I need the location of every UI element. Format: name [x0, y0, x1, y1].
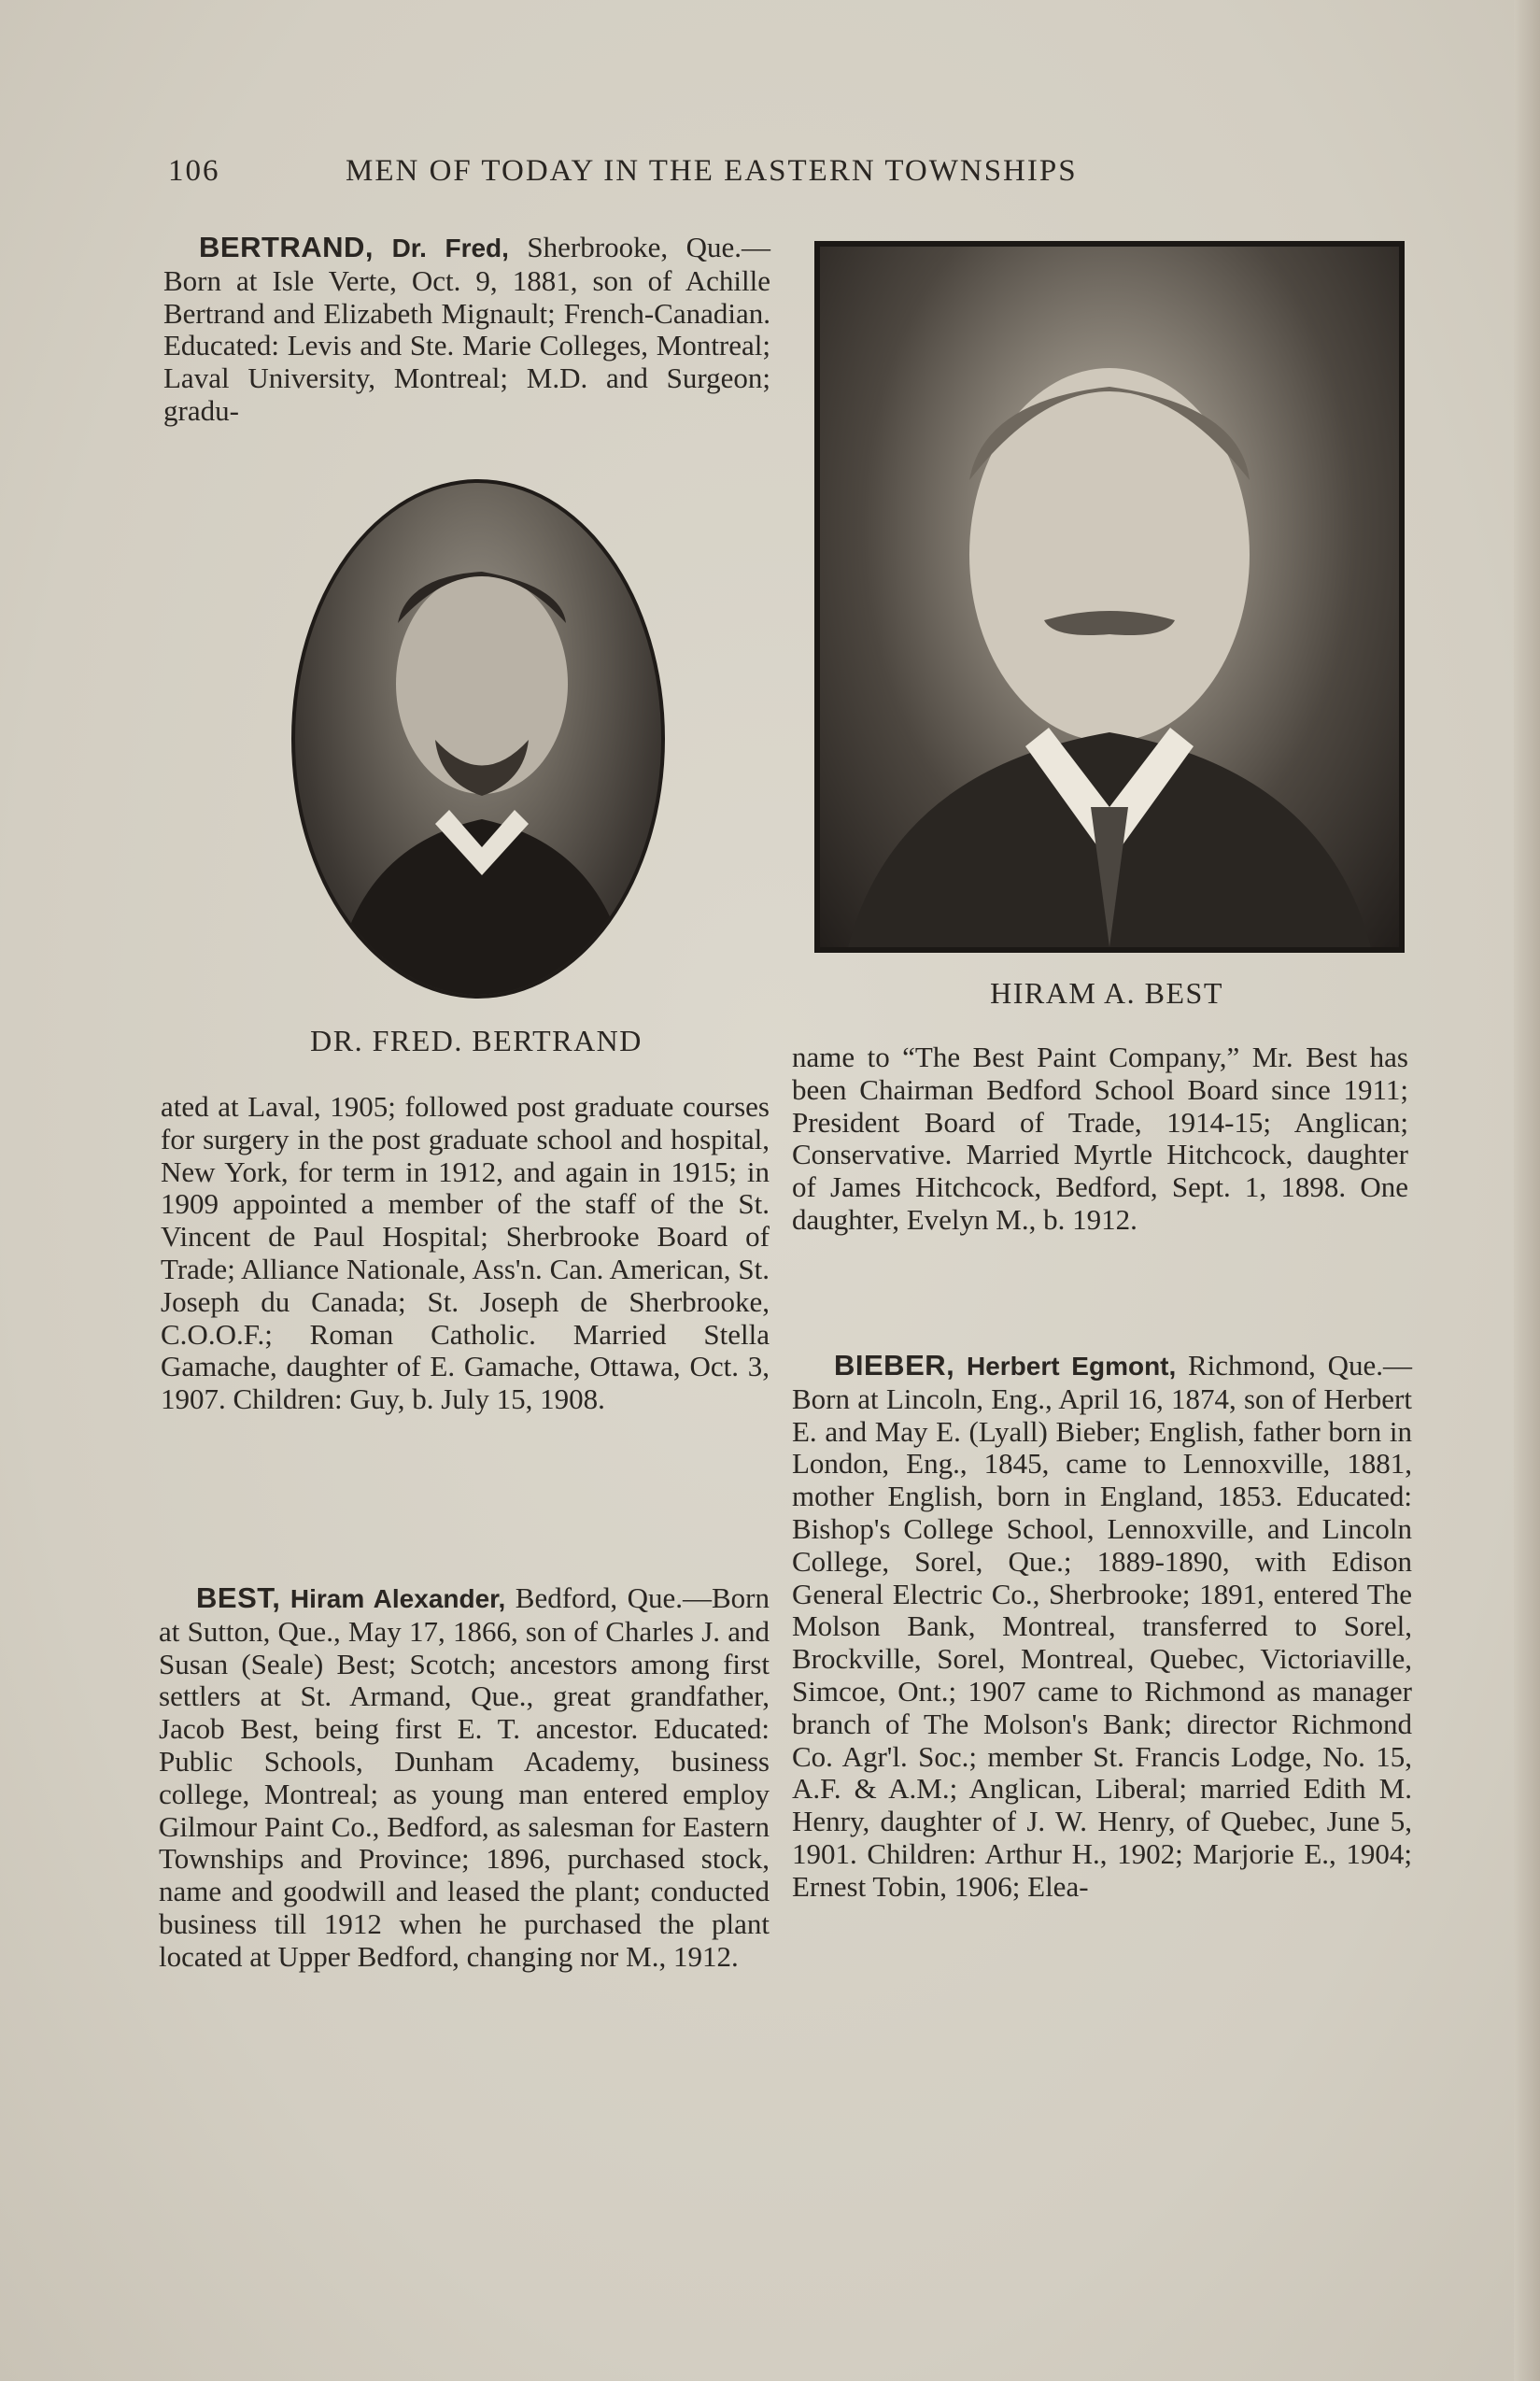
- best-portrait-photo: [814, 241, 1405, 953]
- entry-given-name: Herbert Egmont,: [966, 1352, 1177, 1381]
- entry-surname: BERTRAND,: [199, 231, 374, 263]
- portrait-silhouette: [295, 483, 661, 995]
- entry-given-name: Dr. Fred,: [391, 234, 509, 262]
- entry-surname: BEST,: [196, 1581, 281, 1614]
- portrait-silhouette: [820, 247, 1399, 947]
- entry-text: ated at Laval, 1905; followed post graduate courses for surgery in the post graduate school and hospital, New York, for term in 1912, and again in 1915; in 1909 appointed a member of the staff of the St. Vincent de Paul Hospital; Sherbrooke Board of Trade; Alliance Nationale, Ass'n. Can. American, St. Joseph du Canada; St. Joseph de Sherbrooke, C.O.O.F.; Roman Catholic. Married Stella Gamache, daughter of E. Gamache, Ottawa, Oct. 3, 1907. Children: Guy, b. July 15, 1908.: [161, 1090, 770, 1416]
- entry-text: name to “The Best Paint Company,” Mr. Best has been Chairman Bedford School Board since 1911; President Board of Trade, 1914-15; Anglican; Conservative. Married Myrtle Hitchcock, daughter of James Hitchcock, Bedford, Sept. 1, 1898. One daughter, Evelyn M., b. 1912.: [792, 1041, 1408, 1236]
- entry-text: Richmond, Que.—Born at Lincoln, Eng., April 16, 1874, son of Herbert E. and May E. (Lyall) Bieber; English, father born in London, Eng., 1845, came to Lennoxville, 1881, mother English, born in England, 1853. Educated: Bishop's College School, Lennoxville, and Lincoln College, Sorel, Que.; 1889-1890, with Edison General Electric Co., Sherbrooke; 1891, entered The Molson Bank, Montreal, transferred to Sorel, Brockville, Sorel, Montreal, Quebec, Victoriaville, Simcoe, Ont.; 1907 came to Richmond as manager branch of The Molson's Bank; director Richmond Co. Agr'l. Soc.; member St. Francis Lodge, No. 15, A.F. & A.M.; Anglican, Liberal; married Edith M. Henry, daughter of J. W. Henry, of Quebec, June 5, 1901. Children: Arthur H., 1902; Marjorie E., 1904; Ernest Tobin, 1906; Elea-: [792, 1349, 1413, 1903]
- bieber-entry: [792, 1350, 1412, 1904]
- best-caption: HIRAM A. BEST: [990, 976, 1223, 1010]
- best-entry-part2: [792, 1042, 1408, 1237]
- page-edge: [1514, 0, 1540, 2381]
- best-entry: [159, 1582, 770, 1974]
- entry-text: Bedford, Que.—Born at Sutton, Que., May 17, 1866, son of Charles J. and Susan (Seale) Best; Scotch; ancestors among first settlers at St. Armand, Que., great grandfather, Jacob Best, being first E. T. ancestor. Educated: Public Schools, Dunham Academy, business college, Montreal; as young man entered employ Gilmour Paint Co., Bedford, as salesman for Eastern Townships and Province; 1896, purchased stock, name and goodwill and leased the plant; conducted business till 1912 when he purchased the plant located at Upper Bedford, changing nor M., 1912.: [159, 1581, 770, 1973]
- entry-given-name: Hiram Alexander,: [290, 1584, 506, 1613]
- bertrand-entry-part2: [161, 1091, 770, 1416]
- bertrand-entry-part1: [163, 232, 770, 428]
- bertrand-portrait-photo: [291, 479, 665, 999]
- running-title: MEN OF TODAY IN THE EASTERN TOWNSHIPS: [346, 154, 1078, 188]
- bertrand-caption: DR. FRED. BERTRAND: [310, 1024, 643, 1057]
- entry-surname: BIEBER,: [834, 1349, 955, 1382]
- page-number: 106: [168, 154, 220, 188]
- running-header: [168, 154, 1242, 189]
- entry-text: Sherbrooke, Que.—Born at Isle Verte, Oct. 9, 1881, son of Achille Bertrand and Elizabeth Mignault; French-Canadian. Educated: Levis and Ste. Marie Colleges, Montreal; Laval University, Montreal; M.D. and Surgeon; gradu-: [163, 231, 770, 427]
